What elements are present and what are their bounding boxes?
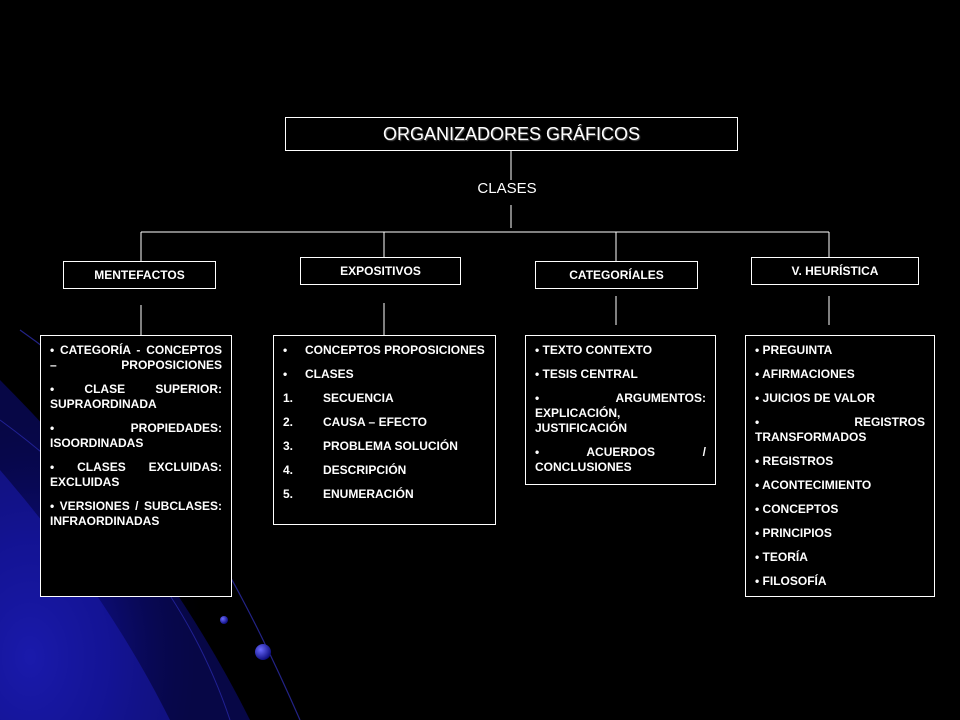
category-categoriales: CATEGORÍALES: [535, 261, 698, 289]
list-item: • CLASES EXCLUIDAS: EXCLUIDAS: [50, 460, 222, 489]
list-item: • CONCEPTOS: [755, 502, 839, 516]
list-item: • PRINCIPIOS: [755, 526, 832, 540]
list-item: • TEXTO CONTEXTO: [535, 343, 653, 357]
category-mentefactos: MENTEFACTOS: [63, 261, 216, 289]
list-item: • CONCEPTOS PROPOSICIONES: [283, 343, 485, 357]
list-item: • CLASE SUPERIOR: SUPRAORDINADA: [50, 382, 222, 411]
list-item: 1. SECUENCIA: [283, 391, 394, 405]
list-item: • REGISTROS: [755, 454, 834, 468]
categoriales-list: [525, 335, 716, 485]
list-item: • TEORÍA: [755, 550, 808, 564]
bullet: •: [283, 367, 288, 381]
list-item: 2. CAUSA – EFECTO: [283, 415, 428, 429]
list-item: • REGISTROS TRANSFORMADOS: [755, 415, 925, 444]
category-v-heuristica: V. HEURÍSTICA: [751, 257, 919, 285]
list-item: • VERSIONES / SUBCLASES: INFRAORDINADAS: [50, 499, 222, 528]
list-item: • PREGUINTA: [755, 343, 833, 357]
list-item: 4. DESCRIPCIÓN: [283, 463, 407, 477]
list-item: 3. PROBLEMA SOLUCIÓN: [283, 439, 458, 453]
category-expositivos: EXPOSITIVOS: [300, 257, 461, 285]
list-item: • AFIRMACIONES: [755, 367, 855, 381]
list-item: • TESIS CENTRAL: [535, 367, 638, 381]
bullet: •: [283, 343, 288, 357]
list-item: • CATEGORÍA - CONCEPTOS – PROPOSICIONES: [50, 343, 222, 372]
list-item: • CLASES: [283, 367, 354, 381]
list-item: • PROPIEDADES: ISOORDINADAS: [50, 421, 222, 450]
mentefactos-list: [40, 335, 232, 597]
v-heuristica-list: [745, 335, 935, 597]
list-item: • FILOSOFÍA: [755, 574, 827, 588]
list-item: • ARGUMENTOS: EXPLICACIÓN, JUSTIFICACIÓN: [535, 391, 706, 435]
clases-label: CLASES: [477, 180, 537, 197]
diagram-title: ORGANIZADORES GRÁFICOS: [285, 117, 738, 151]
list-item: • ACUERDOS / CONCLUSIONES: [535, 445, 706, 474]
list-item: 5. ENUMERACIÓN: [283, 487, 414, 501]
list-item: • JUICIOS DE VALOR: [755, 391, 875, 405]
list-item: • ACONTECIMIENTO: [755, 478, 872, 492]
expositivos-list: [273, 335, 496, 525]
